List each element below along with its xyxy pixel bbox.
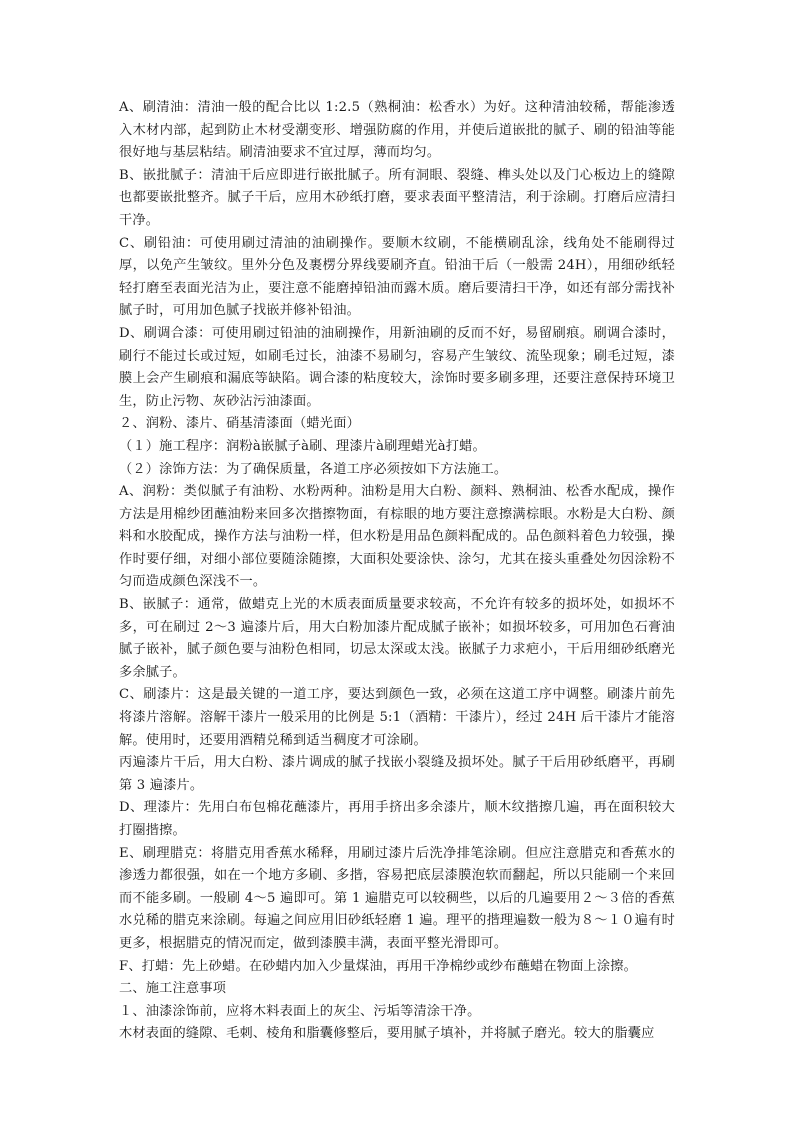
paragraph-wax: F、打蜡：先上砂蜡。在砂蜡内加入少量煤油，再用干净棉纱或纱布蘸蜡在物面上涂擦。 xyxy=(119,958,638,974)
document-body xyxy=(119,97,675,1046)
paragraph-blend-paint: D、刷调合漆：可使用刷过铅油的油刷操作，用新油刷的反而不好，易留刷痕。刷调合漆时，刷行不能过长或过短，如刷毛过长，油漆不易刷匀，容易产生皱纹、流坠现象；刷毛过短，漆膜上会产生刷痕和漏底等缺陷。调合漆的粘度较大，涂饰时要多刷多理，还要注意保持环境卫生，防止污物、灰砂沾污油漆面。 xyxy=(119,325,675,409)
section-heading-2: ２、润粉、漆片、硝基清漆面（蜡光面） xyxy=(119,416,360,432)
paragraph-powder: A、润粉：类似腻子有油粉、水粉两种。油粉是用大白粉、颜料、熟桐油、松香水配成，操作方法是用棉纱团蘸油粉来回多次揩擦物面，有棕眼的地方要注意擦满棕眼。水粉是大白粉、颜料和水胶配成，操作方法与油粉一样，但水粉是用品色颜料配成的。品色颜料着色力较强，操作时要仔细，对细小部位要随涂随擦，大面积处要涂快、涂匀，尤其在接头重叠处勿因涂粉不匀而造成颜色深浅不一。 xyxy=(119,484,675,590)
paragraph-embed-putty: B、嵌腻子：通常，做蜡克上光的木质表面质量要求较高，不允许有较多的损坏处，如损坏不多，可在刷过 2～3 遍漆片后，用大白粉加漆片配成腻子嵌补；如损坏较多，可用加色石膏油腻子嵌补，腻子颜色要与油粉色相同，切忌太深或太浅。嵌腻子力求疤小，干后用细砂纸磨光多余腻子。 xyxy=(119,597,675,680)
paragraph-clear-oil: A、刷清油：清油一般的配合比以 1:2.5（熟桐油：松香水）为好。这种清油较稀，帮能渗透入木材内部，起到防止木材受潮变形、增强防腐的作用，并使后道嵌批的腻子、刷的铅油等能很好地与基层粘结。刷清油要求不宜过厚，薄而均匀。 xyxy=(119,100,675,161)
paragraph-lacquer: E、刷理腊克：将腊克用香蕉水稀释，用刷过漆片后洗净排笔涂刷。但应注意腊克和香蕉水的渗透力都很强，如在一个地方多刷、多揩，容易把底层漆膜泡软而翻起，所以只能刷一个来回而不能多刷。一般刷 4～5 遍即可。第 1 遍腊克可以较稠些，以后的几遍要用２～３倍的香蕉水兑稀的腊克来涂刷。每遍之间应用旧砂纸轻磨 1 遍。理平的揩理遍数一般为８～１０遍有时更多，根据腊克的情况而定，做到漆膜丰满，表面平整光滑即可。 xyxy=(119,845,675,951)
paragraph-second-coat: 丙遍漆片干后，用大白粉、漆片调成的腻子找嵌小裂缝及损坏处。腻子干后用砂纸磨平，再刷第 3 遍漆片。 xyxy=(119,755,675,793)
paragraph-lead-oil: C、刷铅油：可使用刷过清油的油刷操作。要顺木纹刷，不能横刷乱涂，线角处不能刷得过厚，以免产生皱纹。里外分色及裹楞分界线要刷齐直。铅油干后（一般需 24H），用细砂纸轻轻打磨至表面光洁为止，要注意不能磨掉铅油而露木质。磨后要清扫干净，如还有部分需找补腻子时，可用加色腻子找嵌并修补铅油。 xyxy=(119,235,675,319)
paragraph-note-1: １、油漆涂饰前，应将木料表面上的灰尘、污垢等清涂干净。 xyxy=(119,1003,481,1019)
paragraph-procedure: （１）施工程序：润粉à嵌腻子à刷、理漆片à刷理蜡光à打蜡。 xyxy=(119,438,486,454)
paragraph-shellac: C、刷漆片：这是最关键的一道工序，要达到颜色一致，必须在这道工序中调整。刷漆片前先将漆片溶解。溶解干漆片一般采用的比例是 5:1（酒精：干漆片），经过 24H 后干漆片才能溶解。使用时，还要用酒精兑稀到适当稠度才可涂刷。 xyxy=(119,687,675,748)
paragraph-note-1-cont: 木材表面的缝隙、毛刺、棱角和脂囊修整后，要用腻子填补，并将腻子磨光。较大的脂囊应 xyxy=(119,1026,655,1042)
section-heading-notes: 二、施工注意事项 xyxy=(119,981,227,997)
paragraph-putty: B、嵌批腻子：清油干后应即进行嵌批腻子。所有洞眼、裂缝、榫头处以及门心板边上的缝隙也都要嵌批整齐。腻子干后，应用木砂纸打磨，要求表面平整清洁，利于涂刷。打磨后应清扫干净。 xyxy=(119,167,675,228)
paragraph-wipe-shellac: D、理漆片：先用白布包棉花蘸漆片，再用手挤出多余漆片，顺木纹揩擦几遍，再在面积较大打圈揩擦。 xyxy=(119,800,675,838)
paragraph-method: （２）涂饰方法：为了确保质量，各道工序必须按如下方法施工。 xyxy=(119,461,508,477)
